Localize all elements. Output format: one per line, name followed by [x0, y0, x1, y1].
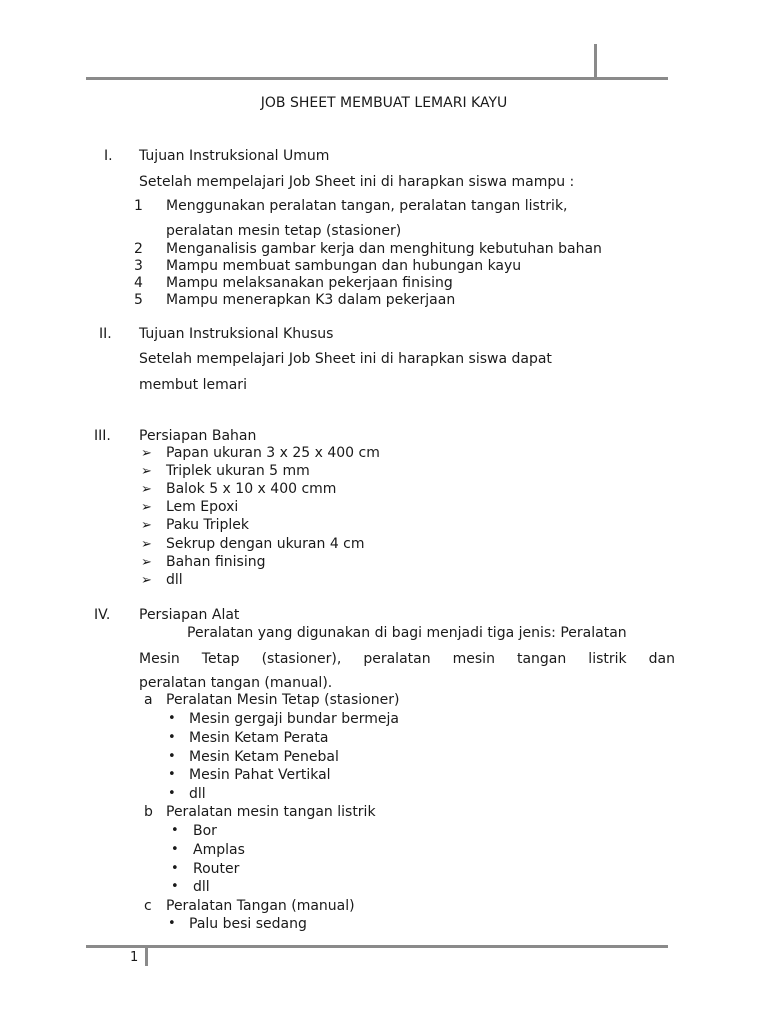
page-number: 1	[130, 950, 139, 965]
section-3-number: III.	[94, 428, 111, 444]
section-3-heading: Persiapan Bahan	[139, 428, 257, 444]
arrow-bullet-icon: ➢	[141, 464, 152, 479]
bullet-icon: •	[168, 711, 176, 726]
material-item: Paku Triplek	[166, 517, 250, 533]
material-item: Balok 5 x 10 x 400 cmm	[166, 481, 337, 497]
header-tick	[594, 44, 597, 78]
arrow-bullet-icon: ➢	[141, 518, 152, 533]
arrow-bullet-icon: ➢	[141, 555, 152, 570]
bullet-icon: •	[171, 842, 179, 857]
list-number: 5	[134, 292, 143, 308]
material-item: Lem Epoxi	[166, 499, 239, 515]
group-letter: a	[144, 692, 153, 708]
group-letter: c	[144, 898, 152, 914]
material-item: Triplek ukuran 5 mm	[166, 463, 310, 479]
list-number: 4	[134, 275, 143, 291]
arrow-bullet-icon: ➢	[141, 482, 152, 497]
list-number: 2	[134, 241, 143, 257]
section-1-intro: Setelah mempelajari Job Sheet ini di harapkan siswa mampu :	[139, 174, 575, 190]
section-4-heading: Persiapan Alat	[139, 607, 240, 623]
list-item: Mampu menerapkan K3 dalam pekerjaan	[166, 292, 456, 308]
footer-tick	[145, 948, 148, 966]
material-item: Sekrup dengan ukuran 4 cm	[166, 536, 365, 552]
bullet-icon: •	[168, 730, 176, 745]
tool-item: Amplas	[193, 842, 245, 858]
list-item: Mampu melaksanakan pekerjaan finising	[166, 275, 453, 291]
document-title: JOB SHEET MEMBUAT LEMARI KAYU	[260, 95, 508, 111]
tool-item: Mesin Ketam Perata	[189, 730, 329, 746]
bullet-icon: •	[171, 879, 179, 894]
section-4-paragraph-end: peralatan tangan (manual).	[139, 675, 333, 691]
section-1-heading: Tujuan Instruksional Umum	[139, 148, 330, 164]
section-4-number: IV.	[94, 607, 111, 623]
list-item: Menganalisis gambar kerja dan menghitung kebutuhan bahan	[166, 241, 602, 257]
list-item-continuation: peralatan mesin tetap (stasioner)	[166, 223, 402, 239]
section-2-text: Setelah mempelajari Job Sheet ini di harapkan siswa dapat	[139, 351, 552, 367]
arrow-bullet-icon: ➢	[141, 573, 152, 588]
section-2-text-continuation: membut lemari	[139, 377, 247, 393]
material-item: Bahan finising	[166, 554, 266, 570]
group-letter: b	[144, 804, 153, 820]
bullet-icon: •	[171, 861, 179, 876]
list-item: Mampu membuat sambungan dan hubungan kayu	[166, 258, 522, 274]
material-item: dll	[166, 572, 183, 588]
tool-item: dll	[189, 786, 206, 802]
arrow-bullet-icon: ➢	[141, 500, 152, 515]
list-item: Menggunakan peralatan tangan, peralatan tangan listrik,	[166, 198, 568, 214]
footer-rule	[86, 945, 668, 948]
header-rule	[86, 77, 668, 80]
section-4-paragraph: Peralatan yang digunakan di bagi menjadi tiga jenis: Peralatan	[187, 625, 627, 641]
tool-item: Mesin gergaji bundar bermeja	[189, 711, 399, 727]
list-number: 3	[134, 258, 143, 274]
bullet-icon: •	[168, 767, 176, 782]
section-2-number: II.	[99, 326, 112, 342]
tool-item: dll	[193, 879, 210, 895]
arrow-bullet-icon: ➢	[141, 537, 152, 552]
section-4-paragraph-line: Mesin Tetap (stasioner), peralatan mesin tangan listrik dan	[139, 651, 675, 667]
bullet-icon: •	[171, 823, 179, 838]
tool-item: Router	[193, 861, 240, 877]
arrow-bullet-icon: ➢	[141, 446, 152, 461]
tool-item: Bor	[193, 823, 217, 839]
tool-item: Mesin Ketam Penebal	[189, 749, 339, 765]
bullet-icon: •	[168, 749, 176, 764]
section-1-number: I.	[104, 148, 113, 164]
tool-group-label: Peralatan Tangan (manual)	[166, 898, 355, 914]
bullet-icon: •	[168, 916, 176, 931]
tool-item: Mesin Pahat Vertikal	[189, 767, 331, 783]
material-item: Papan ukuran 3 x 25 x 400 cm	[166, 445, 380, 461]
bullet-icon: •	[168, 786, 176, 801]
tool-group-label: Peralatan mesin tangan listrik	[166, 804, 376, 820]
tool-group-label: Peralatan Mesin Tetap (stasioner)	[166, 692, 400, 708]
section-2-heading: Tujuan Instruksional Khusus	[139, 326, 334, 342]
list-number: 1	[134, 198, 143, 214]
tool-item: Palu besi sedang	[189, 916, 307, 932]
